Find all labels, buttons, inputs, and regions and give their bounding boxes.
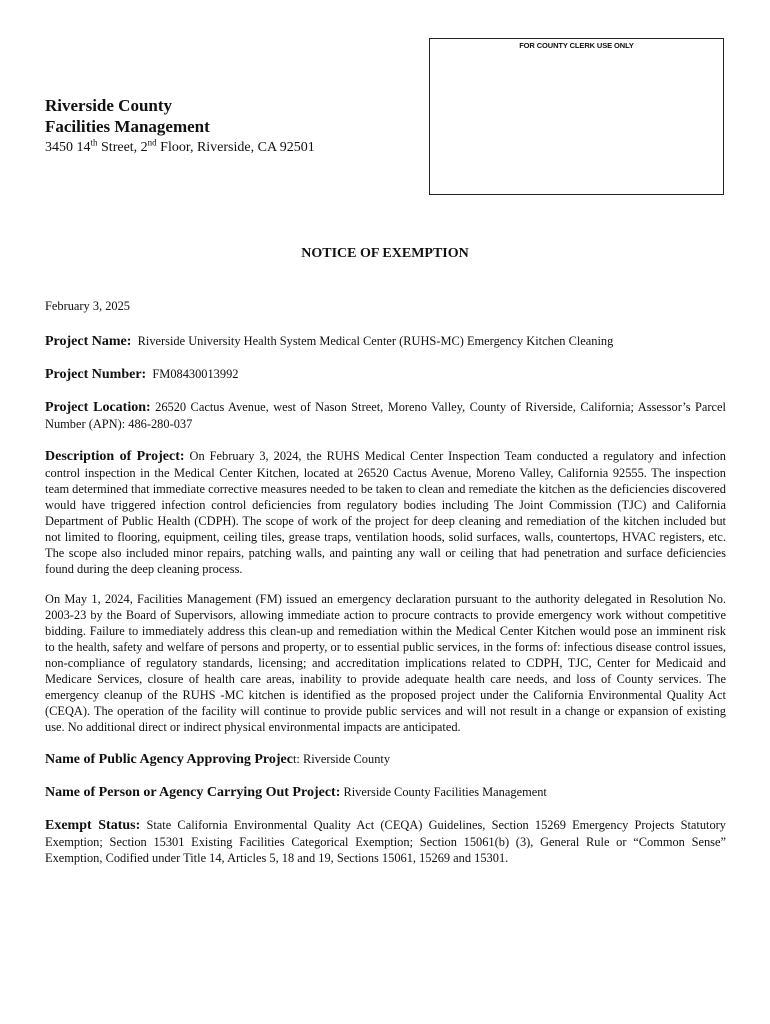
project-number-row xyxy=(45,366,726,383)
address-part-2: Street, 2 xyxy=(97,140,148,155)
project-location-value: 26520 Cactus Avenue, west of Nason Street, Moreno Valley, County of Riverside, California; Assessor’s Parcel Number (APN): 486-280-037 xyxy=(45,400,726,431)
project-location-label: Project Location: xyxy=(45,400,151,415)
notice-body xyxy=(45,298,726,866)
address-sup-th: th xyxy=(90,137,98,148)
org-address xyxy=(45,139,315,157)
approving-agency-label-tail: t: xyxy=(292,752,303,766)
approving-agency-label: Name of Public Agency Approving Projec xyxy=(45,752,293,767)
project-name-label: Project Name: xyxy=(45,334,132,349)
approving-agency-row xyxy=(45,751,726,768)
org-name-line1: Riverside County xyxy=(45,96,173,115)
project-name-row xyxy=(45,333,726,350)
project-description-row xyxy=(45,448,726,577)
description-paragraph-2: On May 1, 2024, Facilities Management (FM) issued an emergency declaration pursuant to the authority delegated in Resolution No. 2003-23 by the Board of Supervisors, allowing immediate action to procure contracts to provide emergency work without competitive bidding. Failure to immediately address this clean-up and remediation within the Medical Center Kitchen would pose an imminent risk to the health, safety and welfare of persons and property, or to essential public services, in the forms of: infectious disease control issues, non-compliance of regulatory standards, licensing; and accreditation implications related to CDPH, TJC, Center for Medicaid and Medicare Services, closure of health care areas, inability to provide adequate health care needs, and loss of County services. The emergency cleanup of the RUHS -MC kitchen is identified as the proposed project under the California Environmental Quality Act (CEQA). The operation of the facility will continue to provide public services and will not result in a change or expansion of existing use. No additional direct or indirect physical environmental impacts are anticipated. xyxy=(45,592,726,734)
carrying-out-value: Riverside County Facilities Management xyxy=(343,785,547,799)
exempt-status-row xyxy=(45,817,726,866)
exempt-status-label: Exempt Status: xyxy=(45,818,141,833)
carrying-out-row xyxy=(45,784,726,801)
approving-agency-value: Riverside County xyxy=(302,752,391,766)
address-sup-nd: nd xyxy=(147,137,157,148)
address-part-1: 3450 14 xyxy=(45,140,91,155)
county-clerk-box xyxy=(429,38,724,195)
org-name-line2: Facilities Management xyxy=(45,117,210,136)
carrying-out-label: Name of Person or Agency Carrying Out Project: xyxy=(45,785,341,800)
project-number-label: Project Number: xyxy=(45,367,147,382)
project-number-value: FM08430013992 xyxy=(152,367,239,381)
address-part-3: Floor, Riverside, CA 92501 xyxy=(156,140,315,155)
description-label: Description of Project: xyxy=(45,449,185,464)
county-clerk-label: FOR COUNTY CLERK USE ONLY xyxy=(519,41,634,50)
notice-date: February 3, 2025 xyxy=(45,299,130,313)
description-paragraph-1: On February 3, 2024, the RUHS Medical Center Inspection Team conducted a regulatory and infection control inspection in the Medical Center Kitchen, located at 26520 Cactus Avenue, Moreno Valley, California 92555. The inspection team determined that immediate corrective measures needed to be taken to clean and remediate the kitchen as the deficiencies discovered would have triggered infection control deficiencies from regulatory bodies including The Joint Commission (TJC) and California Department of Public Health (CDPH). The scope of work of the project for deep cleaning and remediation of the kitchen included but not limited to flooring, equipment, ceiling tiles, grease traps, ventilation hoods, solid surfaces, walls, countertops, HVAC registers, etc. The scope also included minor repairs, patching walls, and painting any wall or ceiling that had penetration and surface deficiencies found during the deep cleaning process. xyxy=(45,449,727,576)
organization-header xyxy=(45,95,315,157)
project-name-value: Riverside University Health System Medical Center (RUHS-MC) Emergency Kitchen Cleaning xyxy=(137,334,614,348)
project-location-row xyxy=(45,399,726,432)
exempt-status-value: State California Environmental Quality Act (CEQA) Guidelines, Section 15269 Emergency Projects Statutory Exemption; Section 15301 Existing Facilities Categorical Exemption; Section 15061(b) (3), General Rule or “Common Sense” Exemption, Codified under Title 14, Articles 5, 18 and 19, Sections 15061, 15269 and 15301. xyxy=(45,818,726,865)
notice-title: NOTICE OF EXEMPTION xyxy=(301,246,469,261)
